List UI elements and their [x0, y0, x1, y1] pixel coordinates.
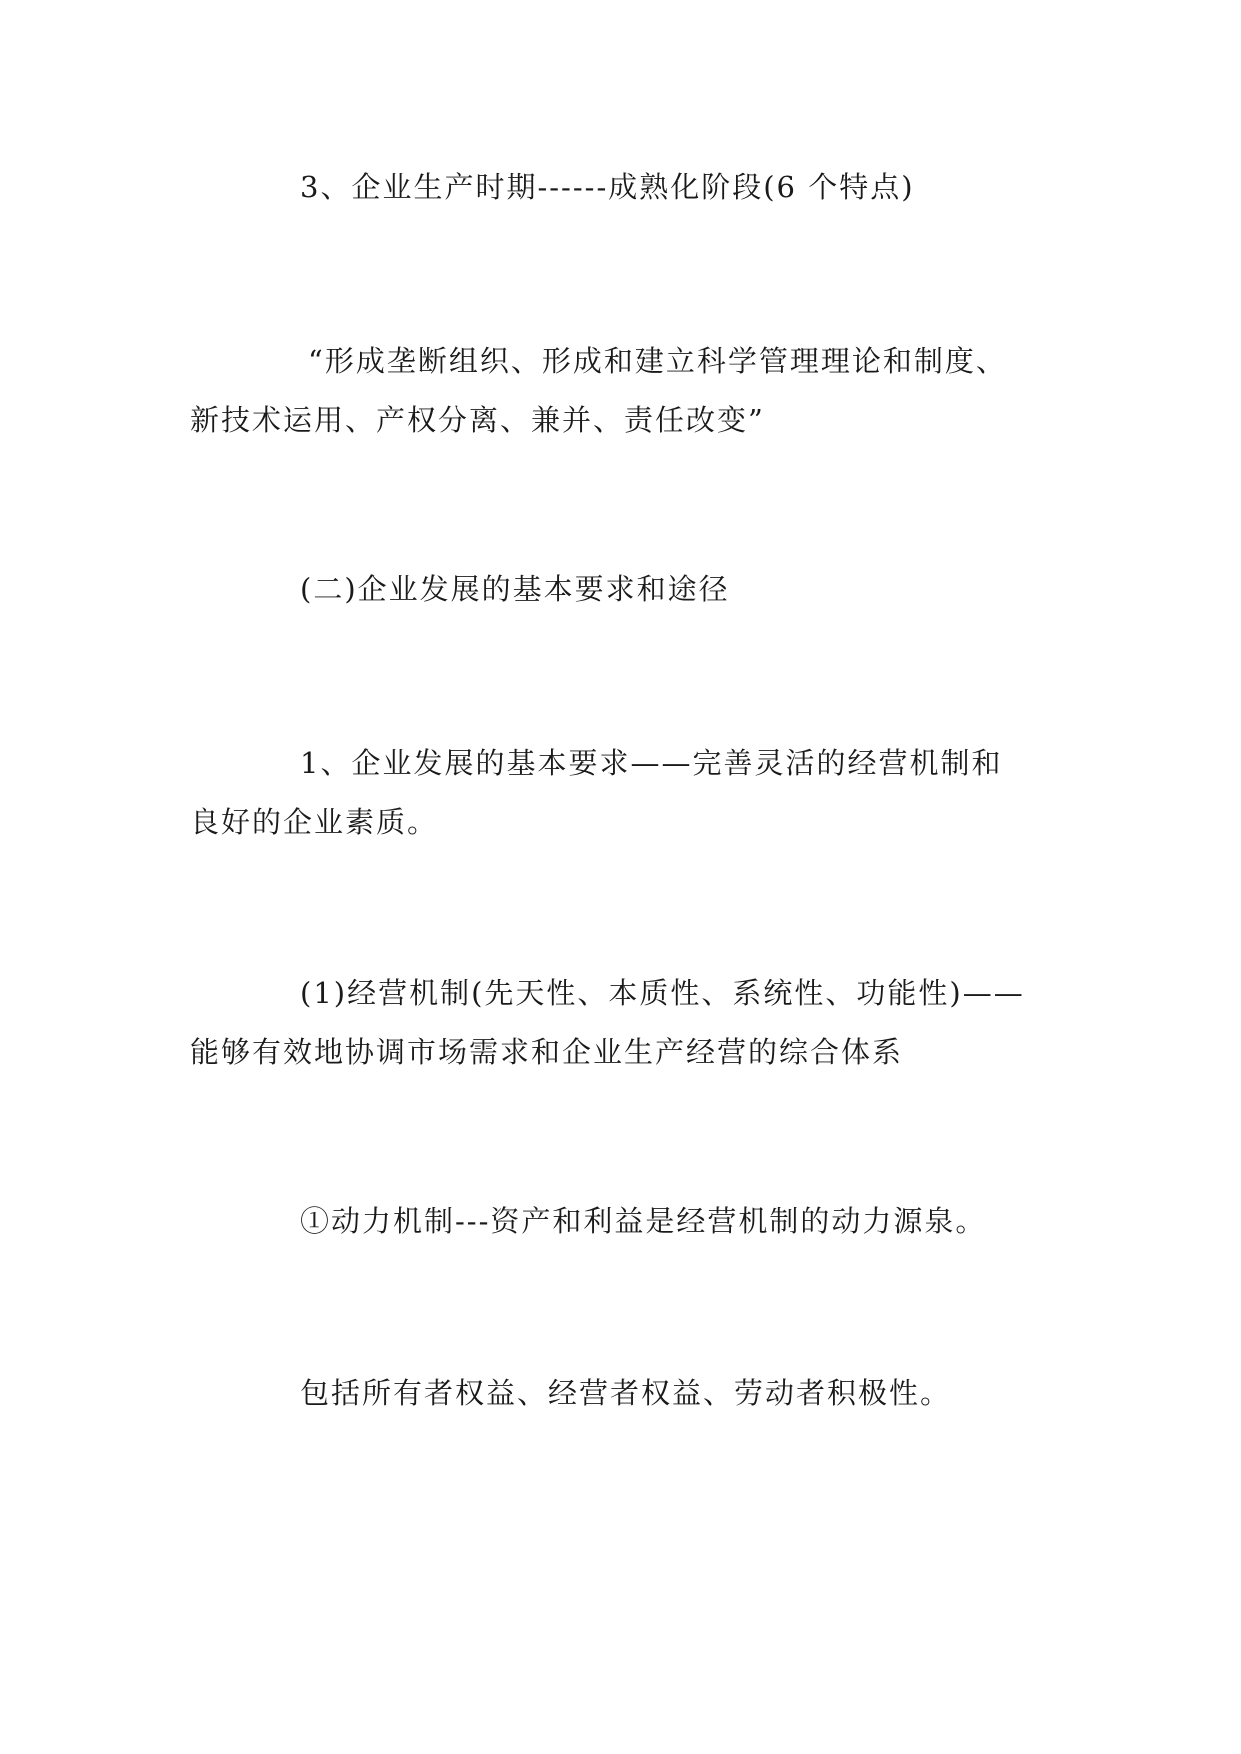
paragraph-interests — [190, 1364, 1070, 1423]
text-line: 新技术运用、产权分离、兼并、责任改变” — [190, 403, 765, 437]
paragraph-operating-mechanism — [190, 964, 1070, 1082]
text-line: 包括所有者权益、经营者权益、劳动者积极性。 — [300, 1376, 952, 1410]
paragraph-power-mechanism — [190, 1192, 1070, 1251]
paragraph-basic-requirements — [190, 734, 1070, 852]
text-line: 1、企业发展的基本要求——完善灵活的经营机制和 — [300, 746, 1003, 780]
section-heading-requirements — [190, 560, 1070, 619]
text-line: 良好的企业素质。 — [190, 805, 439, 839]
text-line: 能够有效地协调市场需求和企业生产经营的综合体系 — [190, 1035, 904, 1069]
paragraph-production-period — [190, 158, 1070, 217]
text-line: (1)经营机制(先天性、本质性、系统性、功能性)—— — [300, 976, 1025, 1010]
text-line: “形成垄断组织、形成和建立科学管理理论和制度、 — [308, 344, 1007, 378]
text-line: (二)企业发展的基本要求和途径 — [300, 572, 730, 606]
paragraph-six-features — [190, 332, 1070, 450]
text-line: ①动力机制---资产和利益是经营机制的动力源泉。 — [300, 1204, 987, 1238]
text-line: 3、企业生产时期------成熟化阶段(6 个特点) — [300, 170, 915, 204]
